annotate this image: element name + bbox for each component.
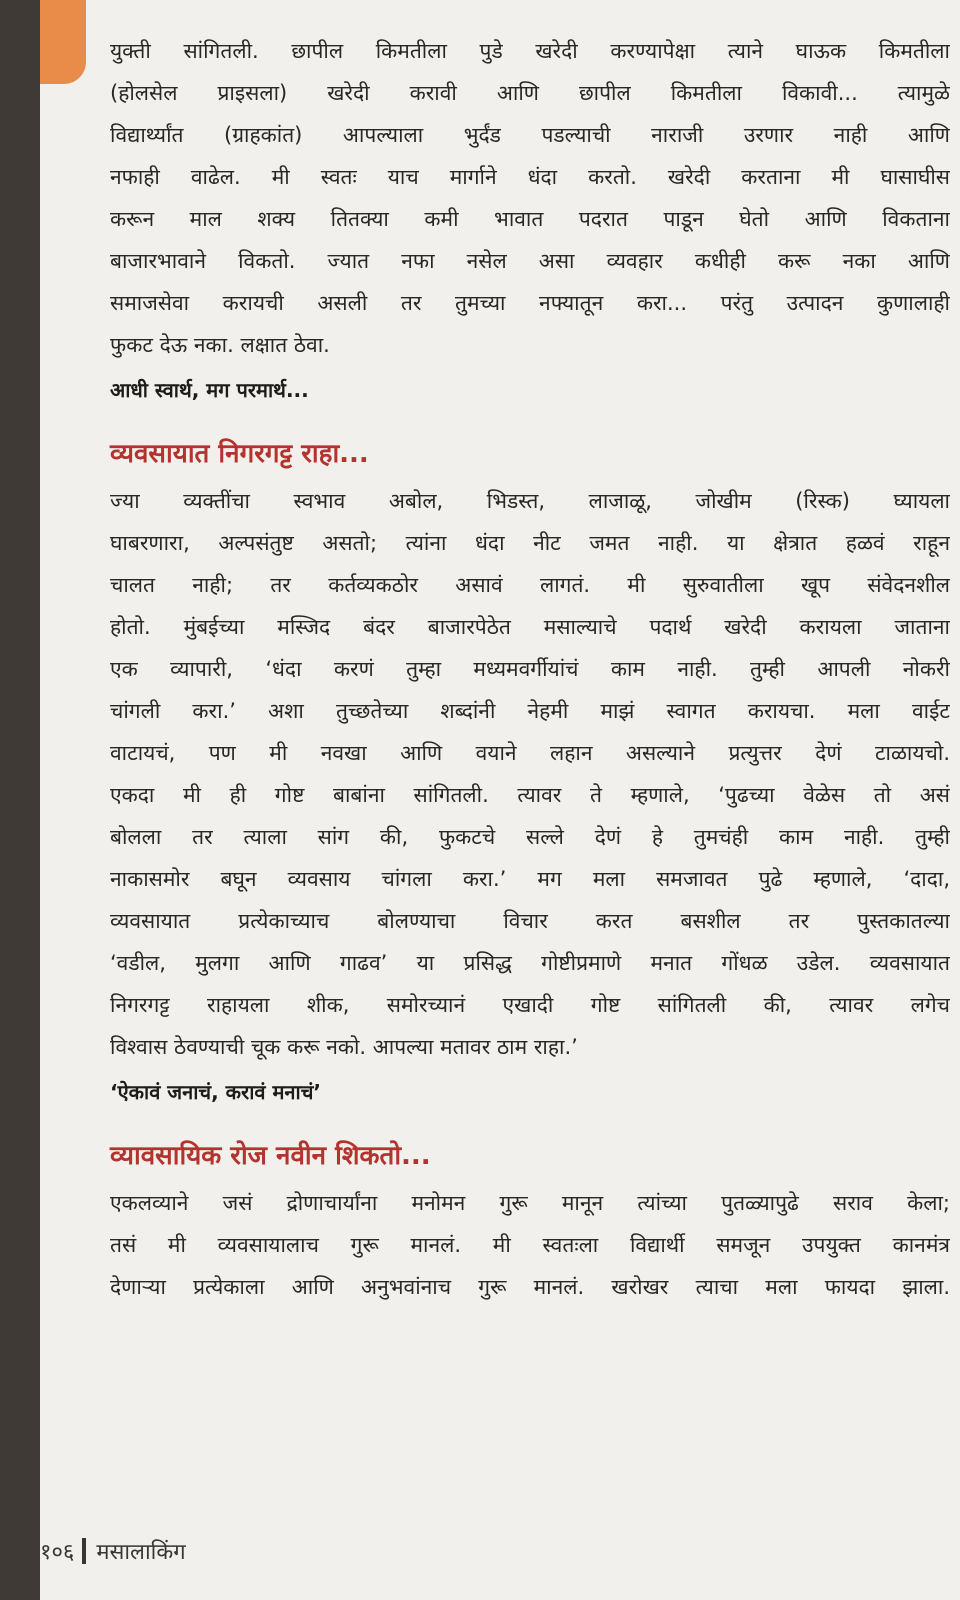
paragraph-3 bbox=[110, 1182, 950, 1308]
book-title: मसालाकिंग bbox=[96, 1540, 186, 1565]
page-footer bbox=[40, 1536, 186, 1566]
paragraph-line: युक्ती सांगितली. छापील किमतीला पुडे खरेदी करण्यापेक्षा त्याने घाऊक किमतीला bbox=[110, 39, 950, 63]
paragraph-line: वाटायचं, पण मी नवखा आणि वयाने लहान असल्याने प्रत्युत्तर देणं टाळायचो. bbox=[110, 741, 950, 765]
page-content bbox=[110, 30, 950, 1308]
paragraph-line: बाजारभावाने विकतो. ज्यात नफा नसेल असा व्यवहार कधीही करू नका आणि bbox=[110, 249, 950, 273]
paragraph-line: करून माल शक्य तितक्या कमी भावात पदरात पाडून घेतो आणि विकताना bbox=[110, 207, 950, 231]
section-heading: व्यावसायिक रोज नवीन शिकतो... bbox=[110, 1141, 431, 1171]
paragraph-line: व्यवसायात प्रत्येकाच्याच बोलण्याचा विचार करत बसशील तर पुस्तकातल्या bbox=[110, 909, 950, 933]
paragraph-line: ‘वडील, मुलगा आणि गाढव’ या प्रसिद्ध गोष्टीप्रमाणे मनात गोंधळ उडेल. व्यवसायात bbox=[110, 951, 950, 975]
quote-line: ‘ऐकावं जनाचं, करावं मनाचं’ bbox=[110, 1080, 322, 1104]
paragraph-line: एकदा मी ही गोष्ट बाबांना सांगितली. त्यावर ते म्हणाले, ‘पुढच्या वेळेस तो असं bbox=[110, 783, 950, 807]
paragraph-line: घाबरणारा, अल्पसंतुष्ट असतो; त्यांना धंदा नीट जमत नाही. या क्षेत्रात हळवं राहून bbox=[110, 531, 950, 555]
paragraph-line: नफाही वाढेल. मी स्वतः याच मार्गाने धंदा करतो. खरेदी करताना मी घासाघीस bbox=[110, 165, 950, 189]
paragraph-2 bbox=[110, 480, 950, 1068]
paragraph-line: विद्यार्थ्यांत (ग्राहकांत) आपल्याला भुर्दंड पडल्याची नाराजी उरणार नाही आणि bbox=[110, 123, 950, 147]
paragraph-line: (होलसेल प्राइसला) खरेदी करावी आणि छापील किमतीला विकावी... त्यामुळे bbox=[110, 81, 950, 105]
paragraph-line: ज्या व्यक्तींचा स्वभाव अबोल, भिडस्त, लाजाळू, जोखीम (रिस्क) घ्यायला bbox=[110, 489, 950, 513]
paragraph-line: तसं मी व्यवसायालाच गुरू मानलं. मी स्वतःला विद्यार्थी समजून उपयुक्त कानमंत्र bbox=[110, 1233, 950, 1257]
paragraph-line: एकलव्याने जसं द्रोणाचार्यांना मनोमन गुरू मानून त्यांच्या पुतळ्यापुढे सराव केला; bbox=[110, 1191, 950, 1215]
paragraph-line: बोलला तर त्याला सांग की, फुकटचे सल्ले देणं हे तुमचंही काम नाही. तुम्ही bbox=[110, 825, 950, 849]
book-page bbox=[40, 0, 960, 1600]
corner-accent-tab bbox=[40, 0, 86, 84]
quote-line: आधी स्वार्थ, मग परमार्थ... bbox=[110, 378, 309, 402]
paragraph-line: एक व्यापारी, ‘धंदा करणं तुम्हा मध्यमवर्गीयांचं काम नाही. तुम्ही आपली नोकरी bbox=[110, 657, 950, 681]
paragraph-line: समाजसेवा करायची असली तर तुमच्या नफ्यातून करा... परंतु उत्पादन कुणालाही bbox=[110, 291, 950, 315]
paragraph-line: विश्वास ठेवण्याची चूक करू नको. आपल्या मतावर ठाम राहा.’ bbox=[110, 1035, 578, 1059]
paragraph-line: नाकासमोर बघून व्यवसाय चांगला करा.’ मग मला समजावत पुढे म्हणाले, ‘दादा, bbox=[110, 867, 950, 891]
paragraph-1 bbox=[110, 30, 950, 366]
paragraph-line: चांगली करा.’ अशा तुच्छतेच्या शब्दांनी नेहमी माझं स्वागत करायचा. मला वाईट bbox=[110, 699, 950, 723]
paragraph-line: निगरगट्ट राहायला शीक, समोरच्यानं एखादी गोष्ट सांगितली की, त्यावर लगेच bbox=[110, 993, 950, 1017]
page-number: १०६ bbox=[40, 1540, 75, 1565]
paragraph-line: होतो. मुंबईच्या मस्जिद बंदर बाजारपेठेत मसाल्याचे पदार्थ खरेदी करायला जाताना bbox=[110, 615, 950, 639]
paragraph-line: देणाऱ्या प्रत्येकाला आणि अनुभवांनाच गुरू मानलं. खरोखर त्याचा मला फायदा झाला. bbox=[110, 1275, 950, 1299]
footer-divider bbox=[82, 1538, 86, 1564]
section-heading: व्यवसायात निगरगट्ट राहा... bbox=[110, 439, 369, 469]
paragraph-line: चालत नाही; तर कर्तव्यकठोर असावं लागतं. मी सुरुवातीला खूप संवेदनशील bbox=[110, 573, 950, 597]
paragraph-line: फुकट देऊ नका. लक्षात ठेवा. bbox=[110, 333, 330, 357]
